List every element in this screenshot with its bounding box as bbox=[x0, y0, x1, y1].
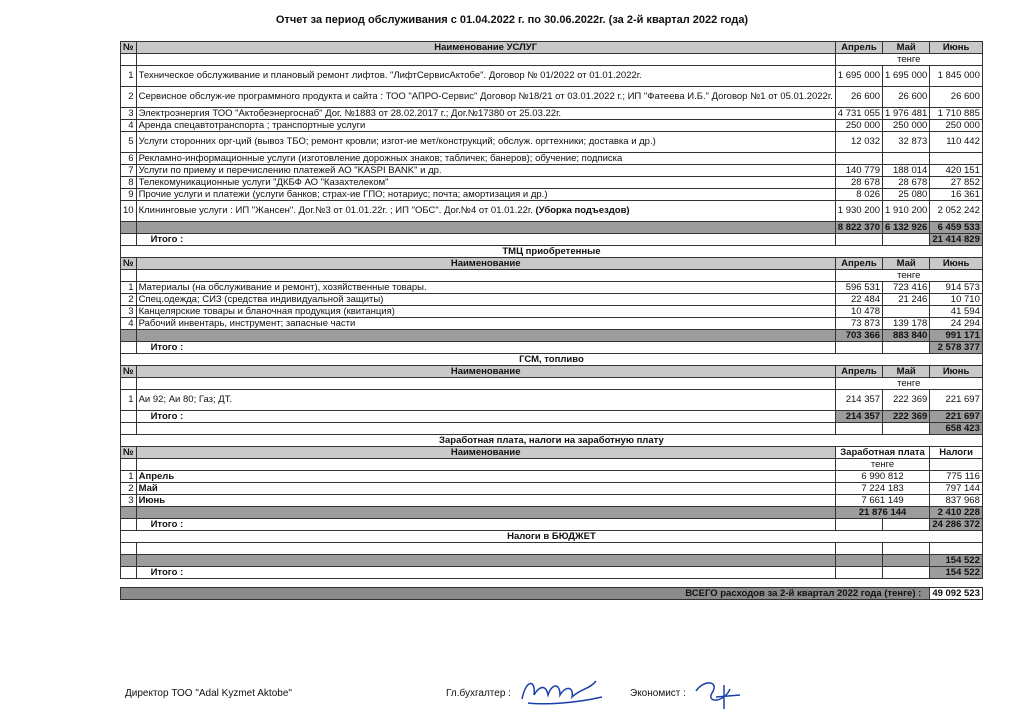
budget-section-title: Налоги в БЮДЖЕТ bbox=[121, 531, 983, 543]
report-title: Отчет за период обслуживания с 01.04.2022 г. по 30.06.2022г. (за 2-й квартал 2022 года) bbox=[275, 14, 749, 26]
gsm-section-row bbox=[121, 354, 983, 366]
accountant-signature bbox=[516, 675, 606, 711]
gsm-total-row bbox=[121, 423, 983, 435]
director-label: Директор ТОО "Adal Kyzmet Aktobe" bbox=[125, 688, 292, 699]
salary-section-title: Заработная плата, налоги на заработную плату bbox=[121, 435, 983, 447]
unit-label: тенге bbox=[835, 54, 982, 66]
table-row: 4 Аренда спецавтотранспорта ; транспортные услуги 250 000 250 000 250 000 bbox=[121, 120, 983, 132]
economist-label: Экономист : bbox=[630, 688, 686, 699]
col-april: Апрель bbox=[835, 42, 882, 54]
col-no: № bbox=[121, 42, 137, 54]
salary-header-row: № Наименование Заработная плата Налоги bbox=[121, 447, 983, 459]
table-row: 1 Техническое обслуживание и плановый ремонт лифтов. "ЛифтСервисАктобе". Договор № 01/2022 от 01.01.2022г. 1 695 000 1 695 000 1 845 000 bbox=[121, 66, 983, 87]
salary-total: 24 286 372 bbox=[930, 519, 983, 531]
services-header-row bbox=[121, 42, 983, 54]
tmc-section-row bbox=[121, 246, 983, 258]
table-row: 3 Канцелярские товары и бланочная продукция (квитанция) 10 478 41 594 bbox=[121, 306, 983, 318]
gsm-sum-row: Итого : 214 357 222 369 221 697 bbox=[121, 411, 983, 423]
table-row: 10 Клининговые услуги : ИП "Жансен". Дог.№3 от 01.01.22г. ; ИП "ОБС". Дог.№4 от 01.01.22г. (Уборка подъездов) 1 930 200 1 910 200 2 052 242 bbox=[121, 201, 983, 222]
economist-signature bbox=[690, 675, 750, 711]
table-row: 7 Услуги по приему и перечислению платежей АО "KASPI BANK" и др. 140 779 188 014 420 151 bbox=[121, 165, 983, 177]
services-sum-row: 8 822 370 6 132 926 6 459 533 bbox=[121, 222, 983, 234]
col-june: Июнь bbox=[930, 42, 983, 54]
table-row: 8 Телекомуникационные услуги "ДКБФ АО "Казахтелеком" 28 678 28 678 27 852 bbox=[121, 177, 983, 189]
grand-total-label: ВСЕГО расходов за 2-й квартал 2022 года (тенге) : bbox=[121, 588, 930, 600]
services-header: Наименование УСЛУГ bbox=[136, 42, 835, 54]
table-row: 1 Материалы (на обслуживание и ремонт), хозяйственные товары. 596 531 723 416 914 573 bbox=[121, 282, 983, 294]
table-row: 3 Электроэнергия ТОО "Актобеэнергоснаб" Дог. №1883 от 28.02.2017 г.; Дог.№17380 от 25.03.22г. 4 731 055 1 976 481 1 710 885 bbox=[121, 108, 983, 120]
gsm-total: 658 423 bbox=[930, 423, 983, 435]
services-unit-row bbox=[121, 54, 983, 66]
budget-sum-row: 154 522 bbox=[121, 555, 983, 567]
report-table: № Наименование УСЛУГ Апрель Май Июнь тенге 1 Техническое обслуживание и плановый ремонт лифтов. "ЛифтСервисАктобе". Договор № 01/2022 от 01.01.2022г. 1 695 000 1 695 000 1 845 000 2 Сервисное обслуж-ие программного продукта и сайта : ТОО "АПРО-Сервис" Договор №18/21 от 03.01.2022 г.; ИП "Фатеева И.Б." Договор №1 от 05.01.2022г. 26 600 26 600 26 600 3 Электроэнергия ТОО "Актобеэнергоснаб" Дог. №1883 от 28.02.2017 г.; Дог.№17380 от 25.03.22г. 4 731 055 1 976 481 1 710 885 4 Аренда спецавтотранспорта ; транспортные услуги 250 000 250 000 250 000 5 Услуги сторонних орг-ций (вывоз ТБО; ремонт кровли; изгот-ие мет/конструкций; обслуж. оргтехники; доставка и др.) 12 032 32 873 110 442 6 Рекламно-информационные услуги (изготовление дорожных знаков; табличек; банеров); обучение; подписка 7 Услуги по приему и перечислению платежей АО "KASPI BANK" и др. 140 779 188 014 420 151 8 Телекомуникационные услуги "ДКБФ АО "Казахтелеком" 28 678 28 678 27 852 9 Прочие услуги и платежи (услуги банков; страх-ие ГПО; нотариус; почта; амортизация и др.) 8 026 25 080 16 361 10 Клининговые услуги : ИП "Жансен". Дог.№3 от 01.01.22г. ; ИП "ОБС". Дог.№4 от 01.01.22г. (Уборка подъездов) 1 930 200 1 910 200 2 052 242 8 822 370 6 132 926 6 459 533 Итого : 21 414 829 ТМЦ приобретенные № Наименование Апрель Май Июнь тенге 1 Материалы (на обслуживание и ремонт), хозяйственные товары. 596 531 723 416 914 573 2 Спец.одежда; СИЗ (средства индивидуальной защиты) 22 484 21 246 10 710 3 Канцелярские товары и бланочная продукция (квитанция) 10 478 41 594 4 Рабочий инвентарь, инструмент; запасные части 73 873 139 178 24 294 703 366 883 840 991 171 Итого : 2 578 377 ГСМ, топливо № Наименование Апрель Май Июнь тенге 1 Аи 92; Аи 80; Газ; ДТ. 214 357 222 369 221 697 Итого : 214 357 222 369 221 697 658 423 Заработная плата, налоги на заработную плату № Наименование Заработная плата Налоги тенге 1 Апрель 6 990 812 775 116 2 Май 7 224 183 797 144 3 Июнь 7 661 149 837 968 21 876 144 2 410 228 Итого : 24 286 372 Налоги в БЮДЖЕТ 154 522 Итого : 154 522 ВСЕГО расходов за 2-й квартал 2022 года (тенге) : 49 092 523 bbox=[120, 41, 983, 600]
tmc-header-row: № Наименование Апрель Май Июнь bbox=[121, 258, 983, 270]
table-row: 2 Сервисное обслуж-ие программного продукта и сайта : ТОО "АПРО-Сервис" Договор №18/21 от 03.01.2022 г.; ИП "Фатеева И.Б." Договор №1 от 05.01.2022г. 26 600 26 600 26 600 bbox=[121, 87, 983, 108]
tmc-sum-row: 703 366 883 840 991 171 bbox=[121, 330, 983, 342]
salary-section-row bbox=[121, 435, 983, 447]
budget-total: 154 522 bbox=[930, 567, 983, 579]
table-row: 2 Май 7 224 183 797 144 bbox=[121, 483, 983, 495]
tmc-total: 2 578 377 bbox=[930, 342, 983, 354]
table-row: 6 Рекламно-информационные услуги (изготовление дорожных знаков; табличек; банеров); обучение; подписка bbox=[121, 153, 983, 165]
salary-sum-row: 21 876 144 2 410 228 bbox=[121, 507, 983, 519]
table-row: 2 Спец.одежда; СИЗ (средства индивидуальной защиты) 22 484 21 246 10 710 bbox=[121, 294, 983, 306]
table-row: 1 Аи 92; Аи 80; Газ; ДТ. 214 357 222 369 221 697 bbox=[121, 390, 983, 411]
budget-total-row: Итого : 154 522 bbox=[121, 567, 983, 579]
grand-total-value: 49 092 523 bbox=[930, 588, 983, 600]
grand-total-row bbox=[121, 588, 983, 600]
budget-section-row bbox=[121, 531, 983, 543]
table-row: 9 Прочие услуги и платежи (услуги банков; страх-ие ГПО; нотариус; почта; амортизация и др.) 8 026 25 080 16 361 bbox=[121, 189, 983, 201]
gsm-section-title: ГСМ, топливо bbox=[121, 354, 983, 366]
table-row: 1 Апрель 6 990 812 775 116 bbox=[121, 471, 983, 483]
tmc-total-row: Итого : 2 578 377 bbox=[121, 342, 983, 354]
accountant-label: Гл.бухгалтер : bbox=[446, 688, 511, 699]
table-row: 3 Июнь 7 661 149 837 968 bbox=[121, 495, 983, 507]
gsm-header-row: № Наименование Апрель Май Июнь bbox=[121, 366, 983, 378]
salary-total-row: Итого : 24 286 372 bbox=[121, 519, 983, 531]
services-total-row: Итого : 21 414 829 bbox=[121, 234, 983, 246]
table-row: 5 Услуги сторонних орг-ций (вывоз ТБО; ремонт кровли; изгот-ие мет/конструкций; обслуж. оргтехники; доставка и др.) 12 032 32 873 110 442 bbox=[121, 132, 983, 153]
tmc-section-title: ТМЦ приобретенные bbox=[121, 246, 983, 258]
services-total: 21 414 829 bbox=[930, 234, 983, 246]
col-may: Май bbox=[883, 42, 930, 54]
table-row: 4 Рабочий инвентарь, инструмент; запасные части 73 873 139 178 24 294 bbox=[121, 318, 983, 330]
